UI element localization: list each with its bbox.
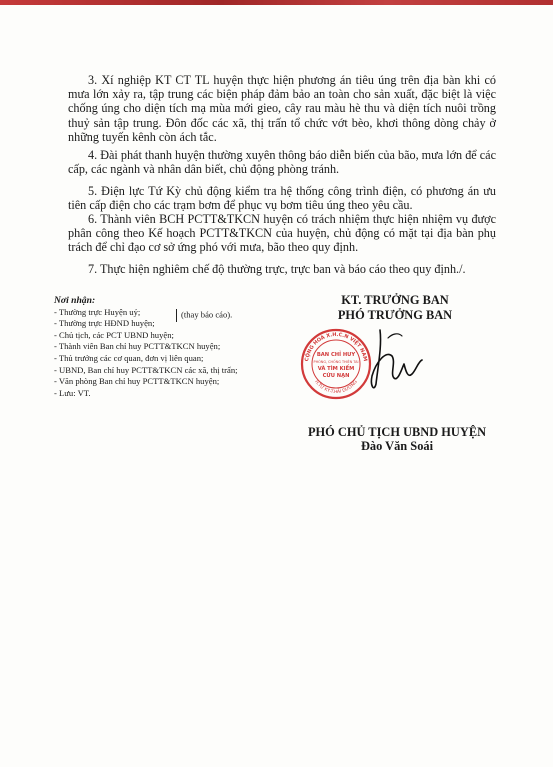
svg-text:CỨU NẠN: CỨU NẠN: [322, 373, 350, 379]
svg-text:VÀ TÌM KIẾM: VÀ TÌM KIẾM: [317, 366, 355, 372]
recipient-item: - Lưu: VT.: [54, 387, 91, 398]
signer-name: Đào Văn Soái: [360, 439, 434, 453]
paragraph-4: 4. Đài phát thanh huyện thường xuyên thông báo diễn biến của bão, mưa lớn để các cấp, các ngành và nhân dân biết, chủ động phòng tránh.: [68, 148, 496, 177]
page-top-edge: [0, 0, 553, 5]
bracket-note-text: (thay báo cáo).: [181, 309, 233, 320]
recipient-item: - Thủ trưởng các cơ quan, đơn vị liên quan;: [54, 352, 204, 363]
signature-authority-line: KT. TRƯỞNG BAN: [341, 293, 449, 307]
recipient-item: - Thành viên Ban chỉ huy PCTT&TKCN huyện;: [54, 341, 221, 352]
recipients-title: Nơi nhận:: [54, 295, 96, 306]
bracket-bar: [176, 309, 177, 322]
svg-text:CỘNG HOÀ X.H.C.N VIỆT NAM: CỘNG HOÀ X.H.C.N VIỆT NAM: [304, 331, 368, 362]
recipients-list: [54, 295, 294, 399]
paragraph-5: 5. Điện lực Tứ Kỳ chủ động kiểm tra hệ thống công trình điện, có phương án ưu tiên cấp điện cho các trạm bơm để phục vụ bơm tiêu úng theo yêu cầu.: [68, 184, 496, 213]
paragraph-6: 6. Thành viên BCH PCTT&TKCN huyện có trách nhiệm thực hiện nhiệm vụ được phân công theo Kế hoạch PCTT&TKCN của huyện, chủ động có mặt tại địa bàn phụ trách để chỉ đạo cơ sở ứng phó với mưa, bão theo quy định.: [68, 212, 496, 255]
recipient-item: - Chủ tịch, các PCT UBND huyện;: [54, 329, 174, 340]
report-bracket-note: [176, 309, 232, 322]
signer-position: PHÓ CHỦ TỊCH UBND HUYỆN: [307, 425, 487, 439]
handwritten-signature: [358, 326, 428, 396]
recipient-item: - Văn phòng Ban chỉ huy PCTT&TKCN huyện;: [54, 376, 220, 387]
recipient-item: - Thường trực HĐND huyện;: [54, 318, 155, 329]
paragraph-7: 7. Thực hiện nghiêm chế độ thường trực, trực ban và báo cáo theo quy định./.: [88, 262, 466, 276]
svg-text:H.TỨ KỲ-T.HẢI DƯƠNG: H.TỨ KỲ-T.HẢI DƯƠNG: [313, 379, 359, 396]
svg-text:PHÒNG, CHỐNG THIÊN TAI: PHÒNG, CHỐNG THIÊN TAI: [313, 360, 359, 364]
signature-role-line: PHÓ TRƯỞNG BAN: [337, 308, 453, 322]
paragraph-3: 3. Xí nghiệp KT CT TL huyện thực hiện phương án tiêu úng trên địa bàn khi có mưa lớn xảy ra, tập trung các biện pháp đảm bảo an toàn cho sản xuất, đặc biệt là việc chống úng cho diện tích mạ mùa mới gieo, cây rau màu hè thu và diện tích nuôi trồng thuỷ sản tập trung. Đôn đốc các xã, thị trấn tổ chức vớt bèo, khơi thông dòng chảy ở những tuyến kênh còn ách tắc.: [68, 73, 496, 144]
svg-text:BAN CHỈ HUY: BAN CHỈ HUY: [316, 352, 356, 358]
recipient-item: - UBND, Ban chỉ huy PCTT&TKCN các xã, thị trấn;: [54, 364, 238, 375]
recipient-item: - Thường trực Huyện uỷ;: [54, 306, 141, 317]
